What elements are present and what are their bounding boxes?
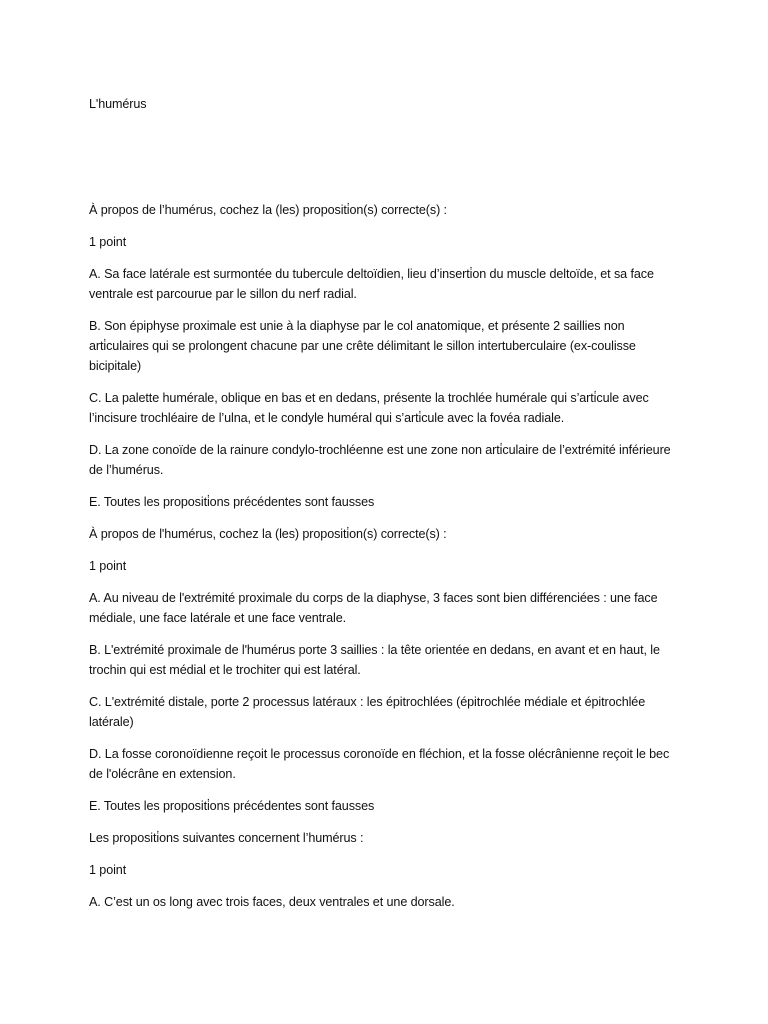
question-option: A. C’est un os long avec trois faces, deux ventrales et une dorsale.	[89, 895, 455, 909]
question-2	[89, 524, 677, 816]
question-option: B. L'extrémité proximale de l'humérus porte 3 saillies : la tête orientée en dedans, en avant et en haut, le trochin qui est médial et le trochiter qui est latéral.	[89, 643, 660, 677]
question-option: D. La zone conoïde de la rainure condylo-trochléenne est une zone non arti̇culaire de l’extrémité inférieure de l’humérus.	[89, 443, 671, 477]
question-prompt: À propos de l'humérus, cochez la (les) propositi̇on(s) correcte(s) :	[89, 527, 447, 541]
question-prompt: Les propositi̇ons suivantes concernent l’humérus :	[89, 831, 364, 845]
question-option: A. Sa face latérale est surmontée du tubercule deltoïdien, lieu d’inserti̇on du muscle deltoïde, et sa face ventrale est parcourue par le sillon du nerf radial.	[89, 267, 654, 301]
question-option: E. Toutes les propositi̇ons précédentes sont fausses	[89, 799, 375, 813]
question-option: E. Toutes les propositi̇ons précédentes sont fausses	[89, 495, 375, 509]
document-title: L'humérus	[89, 97, 147, 111]
question-option: C. La palette humérale, oblique en bas et en dedans, présente la trochlée humérale qui s’arti̇cule avec l’incisure trochléaire de l’ulna, et le condyle huméral qui s’arti̇cule avec la fovéa radiale.	[89, 391, 649, 425]
document-page	[89, 94, 677, 924]
question-option: D. La fosse coronoïdienne reçoit le processus coronoïde en fléchion, et la fosse olécrânienne reçoit le bec de l'olécrâne en extension.	[89, 747, 670, 781]
question-1	[89, 200, 677, 512]
question-prompt: À propos de l’humérus, cochez la (les) propositi̇on(s) correcte(s) :	[89, 203, 447, 217]
question-3	[89, 828, 677, 912]
question-points: 1 point	[89, 235, 127, 249]
title-spacer	[89, 114, 677, 200]
question-option: C. L'extrémité distale, porte 2 processus latéraux : les épitrochlées (épitrochlée médiale et épitrochlée latérale)	[89, 695, 646, 729]
question-points: 1 point	[89, 559, 127, 573]
question-option: B. Son épiphyse proximale est unie à la diaphyse par le col anatomique, et présente 2 saillies non arti̇culaires qui se prolongent chacune par une crête délimitant le sillon intertuberculaire (ex-coulisse bicipitale)	[89, 319, 636, 373]
question-points: 1 point	[89, 863, 127, 877]
question-option: A. Au niveau de l'extrémité proximale du corps de la diaphyse, 3 faces sont bien différenciées : une face médiale, une face latérale et une face ventrale.	[89, 591, 658, 625]
